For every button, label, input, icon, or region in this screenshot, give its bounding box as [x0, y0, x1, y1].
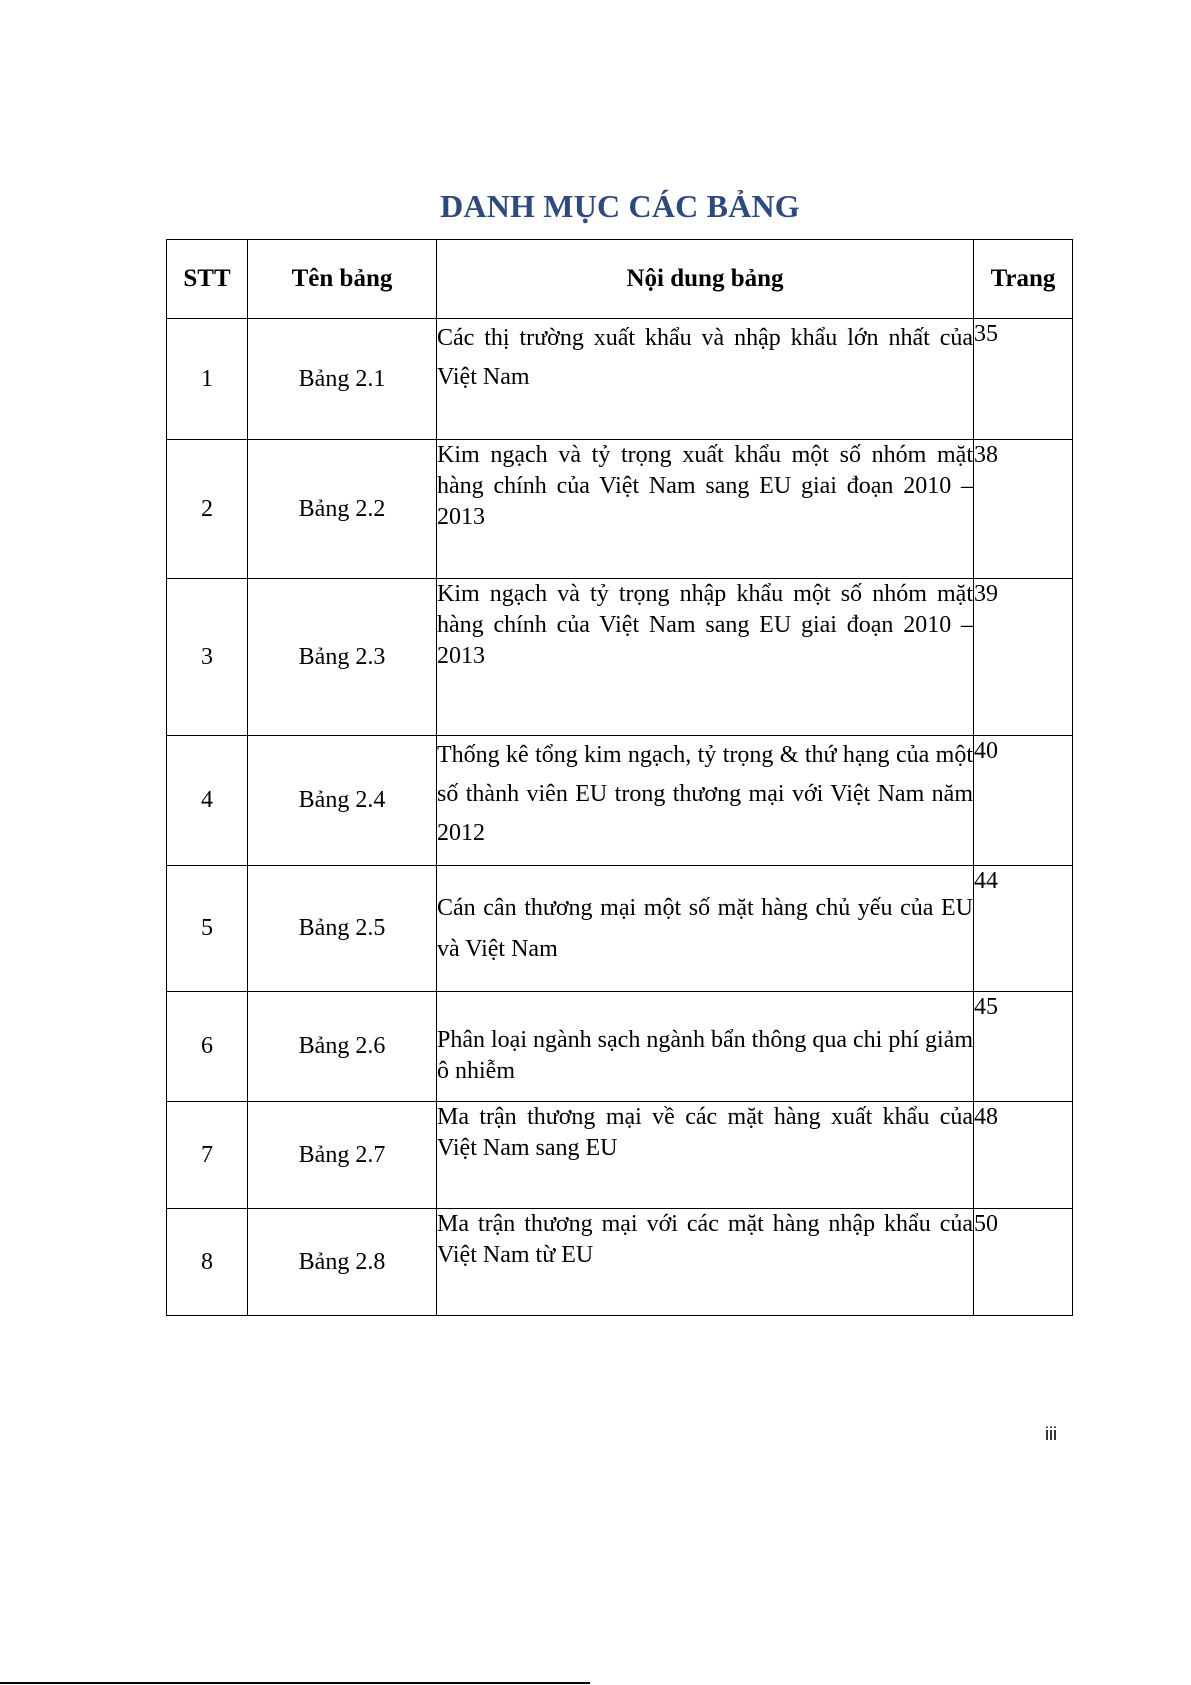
- table-row: [167, 579, 1073, 736]
- table-row: [167, 866, 1073, 992]
- header-stt: STT: [167, 240, 248, 319]
- page-number: iii: [1045, 1424, 1057, 1444]
- row-page-number: 35: [974, 321, 998, 347]
- table-row: [167, 1102, 1073, 1209]
- row-page: [974, 866, 1073, 992]
- row-content: [437, 992, 974, 1102]
- row-table-name: Bảng 2.5: [248, 866, 437, 992]
- row-content: [437, 579, 974, 736]
- header-table-name: Tên bảng: [248, 240, 437, 319]
- row-stt: 2: [167, 440, 248, 579]
- table-row: [167, 319, 1073, 440]
- header-page: Trang: [974, 240, 1073, 319]
- row-page: [974, 1102, 1073, 1209]
- row-stt: 5: [167, 866, 248, 992]
- row-table-name: Bảng 2.4: [248, 736, 437, 866]
- row-table-name: Bảng 2.2: [248, 440, 437, 579]
- row-page: [974, 992, 1073, 1102]
- row-stt: 1: [167, 319, 248, 440]
- row-page-number: 38: [974, 442, 998, 468]
- row-content: [437, 440, 974, 579]
- table-row: [167, 1209, 1073, 1316]
- row-content-text: Thống kê tổng kim ngạch, tỷ trọng & thứ hạng của một số thành viên EU trong thương mại với Việt Nam năm 2012: [437, 742, 973, 846]
- row-table-name: Bảng 2.1: [248, 319, 437, 440]
- row-page-number: 48: [974, 1104, 998, 1130]
- row-table-name: Bảng 2.3: [248, 579, 437, 736]
- table-row: [167, 992, 1073, 1102]
- row-content-text: Cán cân thương mại một số mặt hàng chủ yếu của EU và Việt Nam: [437, 894, 973, 962]
- row-page: [974, 319, 1073, 440]
- row-page: [974, 1209, 1073, 1316]
- row-stt: 7: [167, 1102, 248, 1209]
- row-content-text: Các thị trường xuất khẩu và nhập khẩu lớn nhất của Việt Nam: [437, 325, 973, 390]
- row-page-number: 40: [974, 738, 998, 764]
- page-title: DANH MỤC CÁC BẢNG: [440, 188, 800, 224]
- row-page: [974, 736, 1073, 866]
- row-table-name: Bảng 2.8: [248, 1209, 437, 1316]
- table-of-tables: [166, 239, 1073, 1316]
- row-page-number: 45: [974, 994, 998, 1020]
- row-content-text: Kim ngạch và tỷ trọng xuất khẩu một số nhóm mặt hàng chính của Việt Nam sang EU giai đoạn 2010 – 2013: [437, 442, 973, 530]
- row-content-text: Phân loại ngành sạch ngành bẩn thông qua chi phí giảm ô nhiễm: [437, 1026, 973, 1084]
- row-table-name: Bảng 2.6: [248, 992, 437, 1102]
- row-stt: 4: [167, 736, 248, 866]
- table-header-row: [167, 240, 1073, 319]
- row-page-number: 50: [974, 1211, 998, 1237]
- row-content-text: Ma trận thương mại về các mặt hàng xuất khẩu của Việt Nam sang EU: [437, 1104, 973, 1161]
- row-content-text: Ma trận thương mại với các mặt hàng nhập khẩu của Việt Nam từ EU: [437, 1211, 973, 1268]
- row-page: [974, 440, 1073, 579]
- row-stt: 8: [167, 1209, 248, 1316]
- row-table-name: Bảng 2.7: [248, 1102, 437, 1209]
- row-stt: 3: [167, 579, 248, 736]
- table-row: [167, 440, 1073, 579]
- table-row: [167, 736, 1073, 866]
- row-content-text: Kim ngạch và tỷ trọng nhập khẩu một số nhóm mặt hàng chính của Việt Nam sang EU giai đoạn 2010 – 2013: [437, 581, 973, 669]
- header-content: Nội dung bảng: [437, 240, 974, 319]
- row-content: [437, 736, 974, 866]
- row-content: [437, 866, 974, 992]
- row-stt: 6: [167, 992, 248, 1102]
- row-page-number: 39: [974, 581, 998, 607]
- row-page-number: 44: [974, 868, 998, 894]
- row-content: [437, 1209, 974, 1316]
- footer-rule: [0, 1682, 590, 1684]
- row-page: [974, 579, 1073, 736]
- row-content: [437, 1102, 974, 1209]
- row-content: [437, 319, 974, 440]
